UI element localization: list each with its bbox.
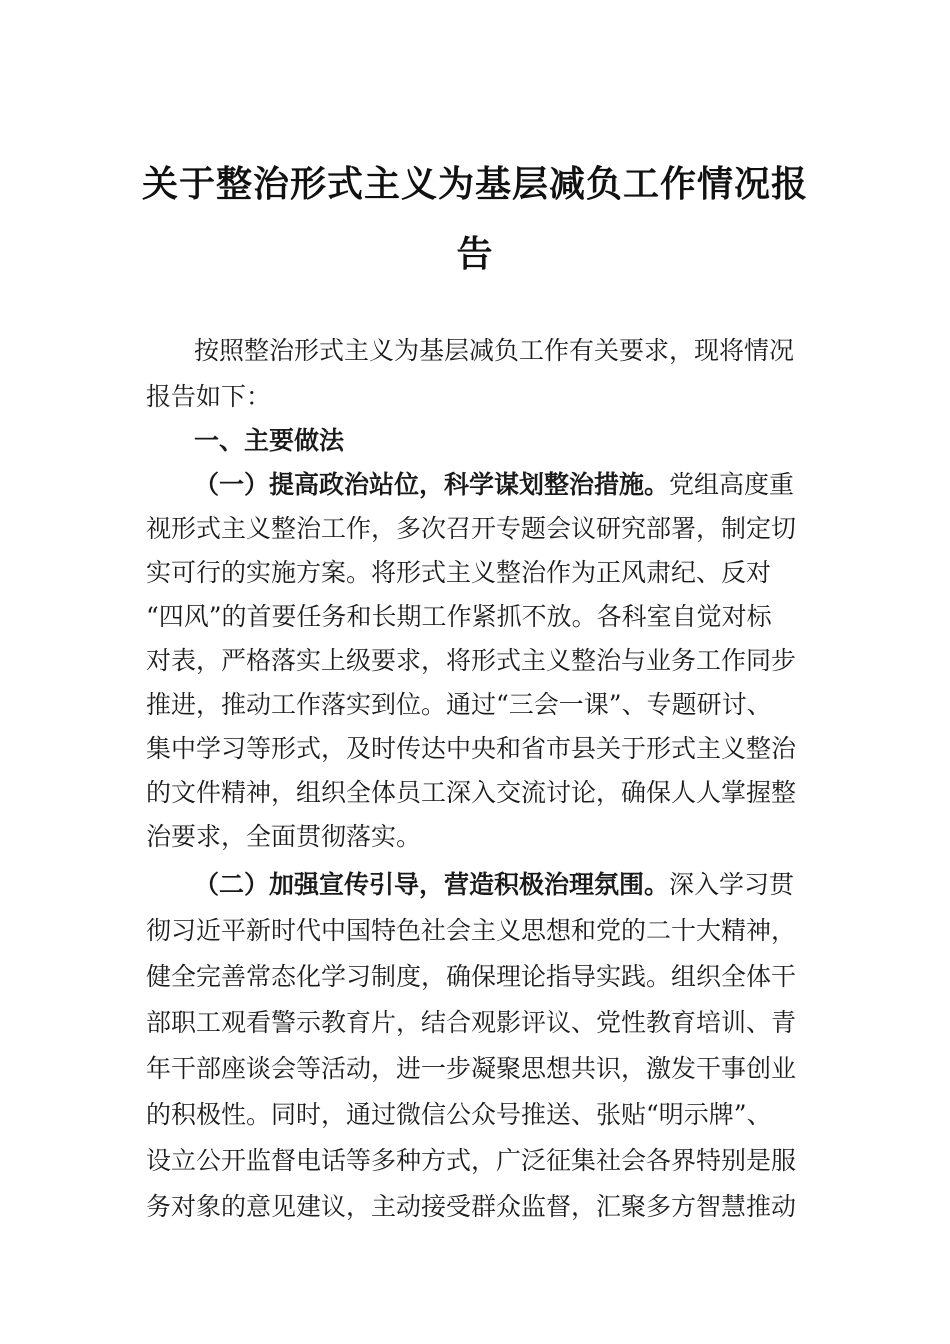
item1-line: 对表，严格落实上级要求，将形式主义整治与业务工作同步	[146, 646, 797, 675]
item2-line: 彻习近平新时代中国特色社会主义思想和党的二十大精神，	[146, 916, 797, 945]
section-heading: 一、主要做法	[194, 426, 345, 455]
item1-line: 推进，推动工作落实到位。通过“三会一课”、专题研讨、	[146, 690, 772, 719]
intro-line-2: 报告如下：	[146, 382, 272, 411]
document-title-line-2: 告	[456, 233, 494, 275]
item2-first-line	[0, 862, 950, 908]
item1-first-line-rest: 党组高度重	[669, 470, 795, 499]
item1-first-line	[0, 462, 950, 508]
item2-lead: （二）加强宣传引导，营造积极治理氛围。	[194, 870, 670, 899]
item2-line: 设立公开监督电话等多种方式，广泛征集社会各界特别是服	[146, 1146, 797, 1175]
item2-first-line-rest: 深入学习贯	[669, 870, 795, 899]
item2-line: 的积极性。同时，通过微信公众号推送、张贴“明示牌”、	[146, 1100, 772, 1129]
item1-line: 集中学习等形式，及时传达中央和省市县关于形式主义整治	[146, 734, 797, 763]
item2-line: 部职工观看警示教育片，结合观影评议、党性教育培训、青	[146, 1008, 797, 1037]
item2-line: 健全完善常态化学习制度，确保理论指导实践。组织全体干	[146, 962, 797, 991]
item1-line: 的文件精神，组织全体员工深入交流讨论，确保人人掌握整	[146, 778, 797, 807]
item1-line: 实可行的实施方案。将形式主义整治作为正风肃纪、反对	[146, 558, 772, 587]
item1-line: “四风”的首要任务和长期工作紧抓不放。各科室自觉对标	[146, 602, 772, 631]
item2-line: 务对象的意见建议，主动接受群众监督，汇聚多方智慧推动	[146, 1192, 797, 1221]
intro-line-1: 按照整治形式主义为基层减负工作有关要求，现将情况	[194, 336, 795, 365]
document-title-line-1: 关于整治形式主义为基层减负工作情况报	[141, 163, 808, 205]
item1-line: 治要求，全面贯彻落实。	[146, 822, 422, 851]
item1-line: 视形式主义整治工作，多次召开专题会议研究部署，制定切	[146, 514, 797, 543]
item2-line: 年干部座谈会等活动，进一步凝聚思想共识，激发干事创业	[146, 1054, 797, 1083]
item1-lead: （一）提高政治站位，科学谋划整治措施。	[194, 470, 670, 499]
